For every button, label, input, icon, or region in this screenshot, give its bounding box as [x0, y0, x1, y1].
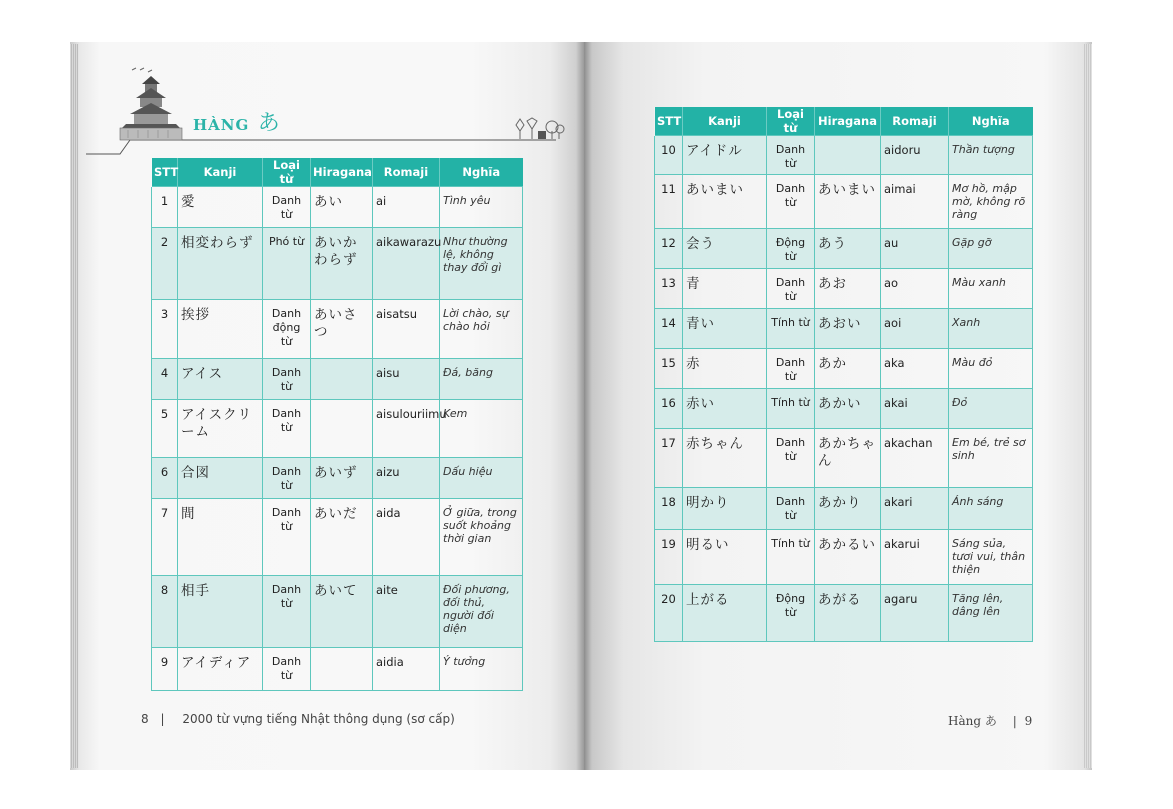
- cell-stt: 20: [655, 585, 683, 642]
- cell-hiragana: あいまい: [815, 175, 881, 229]
- footer-separator: |: [1012, 714, 1017, 728]
- section-label: Hàng あ: [948, 714, 997, 728]
- cell-romaji: akai: [881, 389, 949, 429]
- cell-nghia: Xanh: [949, 309, 1033, 349]
- cell-stt: 3: [152, 300, 178, 359]
- cell-romaji: ai: [373, 187, 440, 228]
- vocab-table-right: [654, 107, 1033, 642]
- cell-romaji: akachan: [881, 429, 949, 488]
- cell-romaji: aida: [373, 499, 440, 576]
- cell-type: Danh động từ: [263, 300, 311, 359]
- cell-nghia: Màu xanh: [949, 269, 1033, 309]
- table-row: [152, 359, 523, 400]
- section-heading-word: HÀNG: [193, 116, 250, 134]
- cell-romaji: aimai: [881, 175, 949, 229]
- cell-hiragana: あいて: [311, 576, 373, 648]
- cell-kanji: 相変わらず: [178, 228, 263, 300]
- col-header-nghia: Nghĩa: [949, 107, 1033, 136]
- col-header-romaji: Romaji: [373, 158, 440, 187]
- cell-type: Động từ: [767, 229, 815, 269]
- table-row: [655, 530, 1033, 585]
- cell-hiragana: あかり: [815, 488, 881, 530]
- cell-hiragana: あいだ: [311, 499, 373, 576]
- cell-stt: 7: [152, 499, 178, 576]
- table-row: [655, 389, 1033, 429]
- cell-nghia: Gặp gỡ: [949, 229, 1033, 269]
- cell-kanji: アイディア: [178, 648, 263, 691]
- cell-type: Danh từ: [767, 349, 815, 389]
- cell-romaji: aisulouriimu: [373, 400, 440, 458]
- cell-stt: 19: [655, 530, 683, 585]
- cell-stt: 10: [655, 136, 683, 175]
- cell-kanji: アイス: [178, 359, 263, 400]
- footer-right: [948, 712, 1032, 729]
- col-header-type: Loại từ: [767, 107, 815, 136]
- cell-nghia: Em bé, trẻ sơ sinh: [949, 429, 1033, 488]
- cell-type: Tính từ: [767, 530, 815, 585]
- cell-type: Danh từ: [767, 269, 815, 309]
- cell-type: Danh từ: [263, 576, 311, 648]
- castle-icon: [118, 66, 184, 142]
- cell-romaji: aite: [373, 576, 440, 648]
- cell-nghia: Như thường lệ, không thay đổi gì: [440, 228, 523, 300]
- cell-kanji: 青: [683, 269, 767, 309]
- cell-nghia: Màu đỏ: [949, 349, 1033, 389]
- cell-nghia: Ánh sáng: [949, 488, 1033, 530]
- cell-nghia: Ý tưởng: [440, 648, 523, 691]
- book-title: 2000 từ vựng tiếng Nhật thông dụng (sơ cấp): [182, 712, 455, 726]
- cell-kanji: 上がる: [683, 585, 767, 642]
- cell-stt: 2: [152, 228, 178, 300]
- right-page-edge: [1084, 44, 1092, 768]
- table-row: [655, 429, 1033, 488]
- cell-type: Danh từ: [767, 136, 815, 175]
- col-header-type: Loại từ: [263, 158, 311, 187]
- cell-hiragana: あう: [815, 229, 881, 269]
- cell-hiragana: あいさつ: [311, 300, 373, 359]
- cell-kanji: アイスクリーム: [178, 400, 263, 458]
- cell-nghia: Sáng sủa, tươi vui, thân thiện: [949, 530, 1033, 585]
- cell-hiragana: あかるい: [815, 530, 881, 585]
- cell-kanji: 挨拶: [178, 300, 263, 359]
- cell-romaji: aidia: [373, 648, 440, 691]
- col-header-hiragana: Hiragana: [815, 107, 881, 136]
- col-header-stt: STT: [655, 107, 683, 136]
- table-row: [152, 187, 523, 228]
- trees-icon: [514, 117, 566, 141]
- cell-stt: 16: [655, 389, 683, 429]
- cell-romaji: aidoru: [881, 136, 949, 175]
- cell-type: Danh từ: [767, 429, 815, 488]
- cell-romaji: akari: [881, 488, 949, 530]
- cell-hiragana: あがる: [815, 585, 881, 642]
- cell-type: Danh từ: [263, 359, 311, 400]
- cell-romaji: aoi: [881, 309, 949, 349]
- cell-romaji: agaru: [881, 585, 949, 642]
- cell-type: Danh từ: [263, 458, 311, 499]
- cell-kanji: 赤: [683, 349, 767, 389]
- cell-nghia: Kem: [440, 400, 523, 458]
- cell-nghia: Đối phương, đối thủ, người đối diện: [440, 576, 523, 648]
- cell-type: Phó từ: [263, 228, 311, 300]
- cell-hiragana: あい: [311, 187, 373, 228]
- col-header-stt: STT: [152, 158, 178, 187]
- cell-kanji: 赤い: [683, 389, 767, 429]
- cell-hiragana: [311, 400, 373, 458]
- table-header-row: [152, 158, 523, 187]
- table-row: [152, 499, 523, 576]
- cell-kanji: 合図: [178, 458, 263, 499]
- table-row: [152, 648, 523, 691]
- cell-kanji: 青い: [683, 309, 767, 349]
- cell-kanji: 明るい: [683, 530, 767, 585]
- table-row: [152, 300, 523, 359]
- cell-romaji: ao: [881, 269, 949, 309]
- table-row: [655, 585, 1033, 642]
- cell-stt: 11: [655, 175, 683, 229]
- cell-kanji: 赤ちゃん: [683, 429, 767, 488]
- cell-hiragana: あおい: [815, 309, 881, 349]
- cell-type: Danh từ: [263, 499, 311, 576]
- cell-kanji: 愛: [178, 187, 263, 228]
- table-row: [655, 229, 1033, 269]
- cell-stt: 13: [655, 269, 683, 309]
- cell-hiragana: あいず: [311, 458, 373, 499]
- cell-type: Động từ: [767, 585, 815, 642]
- cell-kanji: 間: [178, 499, 263, 576]
- cell-kanji: 会う: [683, 229, 767, 269]
- cell-stt: 6: [152, 458, 178, 499]
- cell-romaji: aikawarazu: [373, 228, 440, 300]
- footer-left: [141, 712, 455, 726]
- table-row: [655, 488, 1033, 530]
- cell-stt: 4: [152, 359, 178, 400]
- cell-stt: 8: [152, 576, 178, 648]
- cell-nghia: Dấu hiệu: [440, 458, 523, 499]
- cell-hiragana: あかちゃん: [815, 429, 881, 488]
- table-row: [655, 349, 1033, 389]
- section-heading-kana: あ: [257, 111, 280, 136]
- cell-romaji: aisu: [373, 359, 440, 400]
- cell-hiragana: あかい: [815, 389, 881, 429]
- cell-nghia: Thần tượng: [949, 136, 1033, 175]
- col-header-hiragana: Hiragana: [311, 158, 373, 187]
- cell-romaji: akarui: [881, 530, 949, 585]
- page-number-left: 8: [141, 712, 149, 726]
- cell-stt: 5: [152, 400, 178, 458]
- table-row: [655, 269, 1033, 309]
- cell-nghia: Đỏ: [949, 389, 1033, 429]
- cell-type: Danh từ: [767, 175, 815, 229]
- col-header-nghia: Nghĩa: [440, 158, 523, 187]
- cell-kanji: アイドル: [683, 136, 767, 175]
- table-row: [655, 175, 1033, 229]
- table-row: [152, 228, 523, 300]
- table-row: [152, 400, 523, 458]
- cell-kanji: 明かり: [683, 488, 767, 530]
- cell-type: Danh từ: [767, 488, 815, 530]
- cell-hiragana: [311, 359, 373, 400]
- cell-romaji: aizu: [373, 458, 440, 499]
- table-header-row: [655, 107, 1033, 136]
- cell-romaji: aka: [881, 349, 949, 389]
- cell-type: Tính từ: [767, 389, 815, 429]
- left-page-edge: [70, 44, 78, 768]
- cell-stt: 14: [655, 309, 683, 349]
- cell-stt: 9: [152, 648, 178, 691]
- cell-stt: 12: [655, 229, 683, 269]
- cell-type: Danh từ: [263, 648, 311, 691]
- cell-hiragana: あいかわらず: [311, 228, 373, 300]
- col-header-romaji: Romaji: [881, 107, 949, 136]
- table-row: [655, 136, 1033, 175]
- cell-nghia: Đá, băng: [440, 359, 523, 400]
- cell-stt: 17: [655, 429, 683, 488]
- cell-hiragana: [815, 136, 881, 175]
- cell-romaji: aisatsu: [373, 300, 440, 359]
- table-row: [655, 309, 1033, 349]
- cell-kanji: 相手: [178, 576, 263, 648]
- cell-hiragana: [311, 648, 373, 691]
- cell-hiragana: あお: [815, 269, 881, 309]
- cell-stt: 1: [152, 187, 178, 228]
- cell-nghia: Ở giữa, trong suốt khoảng thời gian: [440, 499, 523, 576]
- cell-nghia: Tăng lên, dâng lên: [949, 585, 1033, 642]
- table-row: [152, 576, 523, 648]
- col-header-kanji: Kanji: [683, 107, 767, 136]
- cell-stt: 18: [655, 488, 683, 530]
- section-heading: [193, 106, 280, 137]
- cell-type: Danh từ: [263, 187, 311, 228]
- cell-type: Danh từ: [263, 400, 311, 458]
- cell-kanji: あいまい: [683, 175, 767, 229]
- page-number-right: 9: [1024, 714, 1033, 728]
- cell-stt: 15: [655, 349, 683, 389]
- cell-hiragana: あか: [815, 349, 881, 389]
- cell-type: Tính từ: [767, 309, 815, 349]
- footer-separator: |: [160, 712, 165, 726]
- cell-romaji: au: [881, 229, 949, 269]
- cell-nghia: Mơ hồ, mập mờ, không rõ ràng: [949, 175, 1033, 229]
- vocab-table-left: [151, 158, 523, 691]
- cell-nghia: Tình yêu: [440, 187, 523, 228]
- col-header-kanji: Kanji: [178, 158, 263, 187]
- cell-nghia: Lời chào, sự chào hỏi: [440, 300, 523, 359]
- table-row: [152, 458, 523, 499]
